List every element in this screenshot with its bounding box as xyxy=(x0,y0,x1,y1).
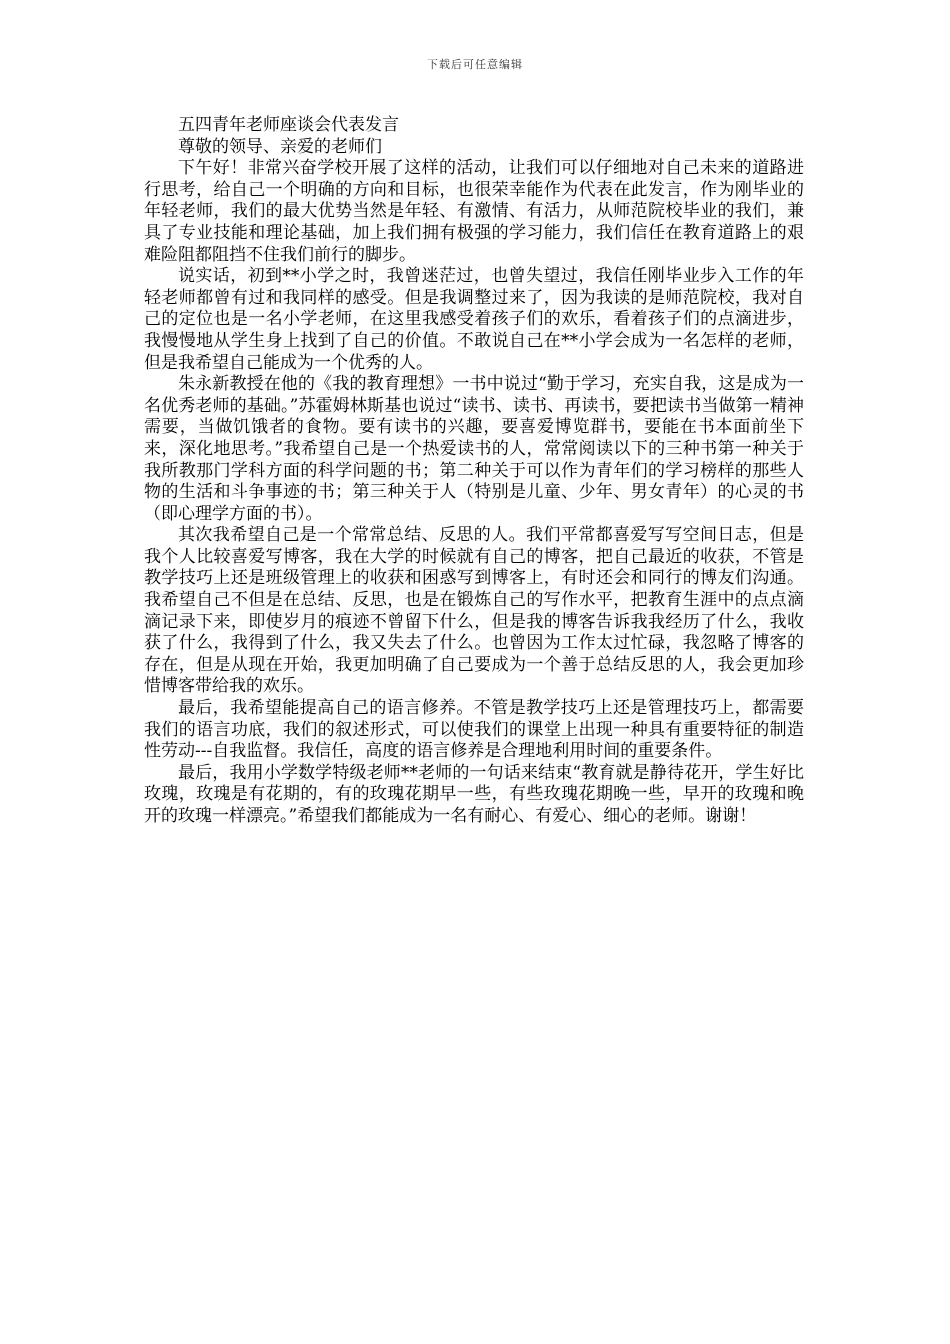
salutation: 尊敬的领导、亲爱的老师们 xyxy=(178,136,382,157)
paragraph-reading: 朱永新教授在他的《我的教育理想》一书中说过“勤于学习，充实自我，这是成为一名优秀老师的基础。”苏霍姆林斯基也说过“读书、读书、再读书，要把读书当做第一精神需要，当做饥饿者的食物。要有读书的兴趣，要喜爱博览群书，要能在书本面前坐下来，深化地思考。”我希望自己是一个热爱读书的人，常常阅读以下的三种书第一种关于我所教那门学科方面的科学问题的书；第二种关于可以作为青年们的学习榜样的那些人物的生活和斗争事迹的书；第三种关于人（特别是儿童、少年、男女青年）的心灵的书（即心理学方面的书）。 xyxy=(144,374,804,524)
paragraph-language: 最后，我希望能提高自己的语言修养。不管是教学技巧上还是管理技巧上，都需要我们的语言功底，我们的叙述形式，可以使我们的课堂上出现一种具有重要特征的制造性劳动---自我监督。我信任，高度的语言修养是合理地利用时间的重要条件。 xyxy=(144,698,804,762)
paragraph-reflection: 其次我希望自己是一个常常总结、反思的人。我们平常都喜爱写写空间日志，但是我个人比较喜爱写博客，我在大学的时候就有自己的博客，把自己最近的收获，不管是教学技巧上还是班级管理上的收获和困惑写到博客上，有时还会和同行的博友们沟通。我希望自己不但是在总结、反思，也是在锻炼自己的写作水平，把教育生涯中的点点滴滴记录下来，即使岁月的痕迹不曾留下什么，但是我的博客告诉我我经历了什么，我收获了什么，我得到了什么，我又失去了什么。也曾因为工作太过忙碌，我忽略了博客的存在，但是从现在开始，我更加明确了自己要成为一个善于总结反思的人，我会更加珍惜博客带给我的欢乐。 xyxy=(144,525,804,697)
document-body xyxy=(144,115,804,828)
document-title: 五四青年老师座谈会代表发言 xyxy=(178,115,399,135)
page-header-note: 下载后可任意编辑 xyxy=(427,58,523,71)
paragraph-first-experience: 说实话，初到**小学之时，我曾迷茫过，也曾失望过，我信任刚毕业步入工作的年轻老师都曾有过和我同样的感受。但是我调整过来了，因为我读的是师范院校，我对自己的定位也是一名小学老师，在这里我感受着孩子们的欢乐，看着孩子们的点滴进步，我慢慢地从学生身上找到了自己的价值。不敢说自己在**小学会成为一名怎样的老师，但是我希望自己能成为一个优秀的人。 xyxy=(144,266,804,373)
paragraph-greeting: 下午好！非常兴奋学校开展了这样的活动，让我们可以仔细地对自己未来的道路进行思考，给自己一个明确的方向和目标，也很荣幸能作为代表在此发言，作为刚毕业的年轻老师，我们的最大优势当然是年轻、有激情、有活力，从师范院校毕业的我们，兼具了专业技能和理论基础，加上我们拥有极强的学习能力，我们信任在教育道路上的艰难险阻都阻挡不住我们前行的脚步。 xyxy=(144,158,804,265)
paragraph-closing: 最后，我用小学数学特级老师**老师的一句话来结束“教育就是静待花开，学生好比玫瑰，玫瑰是有花期的，有的玫瑰花期早一些，有些玫瑰花期晚一些，早开的玫瑰和晚开的玫瑰一样漂亮。”希望我们都能成为一名有耐心、有爱心、细心的老师。谢谢！ xyxy=(144,762,804,826)
